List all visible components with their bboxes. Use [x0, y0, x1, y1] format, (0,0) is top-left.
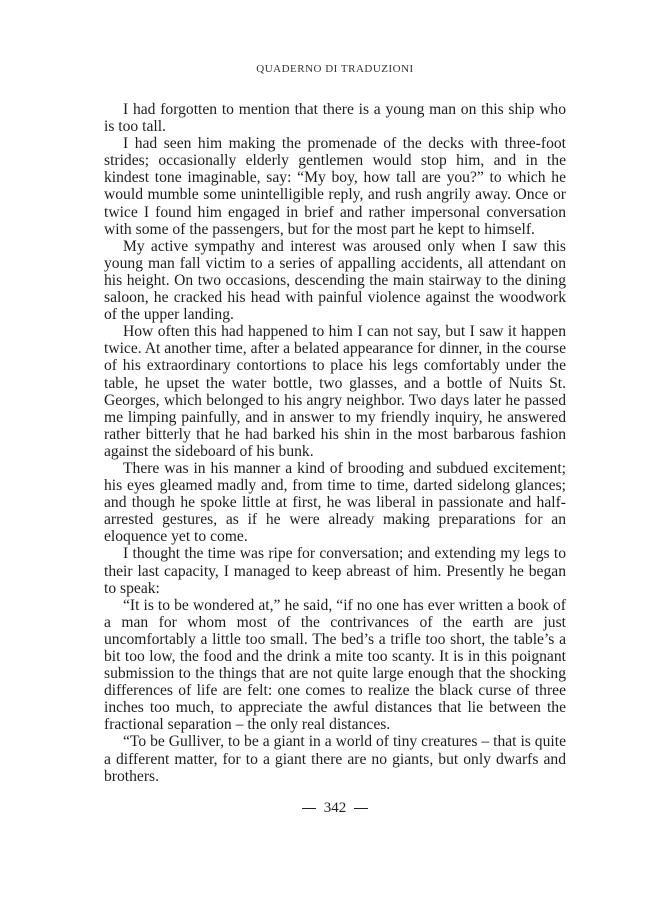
- book-page: [104, 0, 566, 918]
- body-text: [104, 101, 566, 785]
- paragraph-7: “It is to be wondered at,” he said, “if no one has ever written a book of a man for whom most of the contrivances of the earth are just uncomfortably a little too small. The bed’s a trifle too short, the table’s a bit too low, the food and the drink a mite too scanty. It is in this poignant submission to the things that are not quite large enough that the shocking differences of life are felt: one comes to realize the black curse of three inches too much, to appreciate the awful distances that lie between the fractional separation – the only real distances.: [104, 596, 566, 734]
- paragraph-6: I thought the time was ripe for conversation; and extending my legs to their last capacity, I managed to keep abreast of him. Presently he began to speak:: [104, 545, 566, 597]
- page-number: 342: [323, 800, 347, 816]
- paragraph-4: How often this had happened to him I can not say, but I saw it happen twice. At another time, after a belated appearance for dinner, in the course of his extraordinary contortions to place his legs comfortably under the table, he upset the water bottle, two glasses, and a bottle of Nuits St. Georges, which belonged to his angry neighbor. Two days later he passed me limping painfully, and in answer to my friendly inquiry, he answered rather bitterly that he had barked his shin in the most barbarous fashion against the sideboard of his bunk.: [104, 323, 566, 460]
- paragraph-3: My active sympathy and interest was aroused only when I saw this young man fall victim to a series of appalling accidents, all attendant on his height. On two occasions, descending the main stairway to the dining saloon, he cracked his head with painful violence against the woodwork of the upper landing.: [104, 237, 566, 324]
- page-footer: [104, 800, 566, 817]
- running-head: QUADERNO DI TRADUZIONI: [256, 63, 414, 75]
- paragraph-2: I had seen him making the promenade of the decks with three-foot strides; occasionally elderly gentlemen would stop him, and in the kindest tone imaginable, say: “My boy, how tall are you?” to which he would mumble some unintelligible reply, and rush angrily away. Once or twice I found him engaged in brief and rather impersonal conversation with some of the passengers, but for the most part he kept to himself.: [104, 135, 566, 238]
- paragraph-8: “To be Gulliver, to be a giant in a world of tiny creatures – that is quite a different matter, for to a giant there are no giants, but only dwarfs and brothers.: [104, 733, 566, 785]
- paragraph-1: I had forgotten to mention that there is a young man on this ship who is too tall.: [104, 101, 566, 136]
- folio-dash-right: [354, 808, 368, 809]
- paragraph-5: There was in his manner a kind of brooding and subdued excitement; his eyes gleamed madly and, from time to time, darted sidelong glances; and though he spoke little at first, he was liberal in passionate and half-arrested gestures, as if he were already making preparations for an eloquence yet to come.: [104, 459, 566, 546]
- folio-dash-left: [302, 808, 316, 809]
